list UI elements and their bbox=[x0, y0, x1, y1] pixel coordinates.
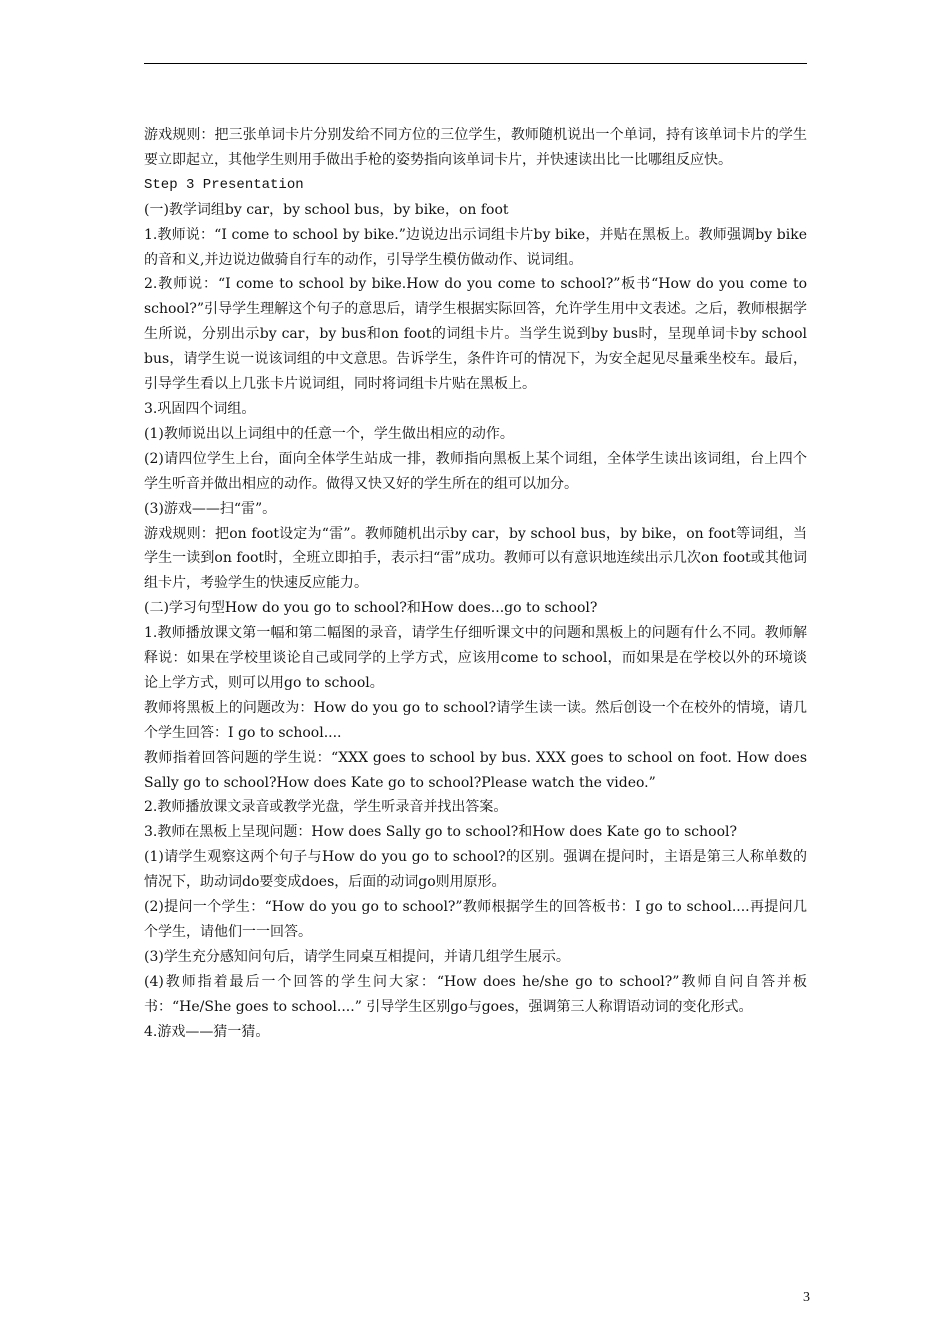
paragraph-section-2-item-3: 3.教师在黑板上呈现问题：How does Sally go to school?和How does Kate go to school? bbox=[144, 824, 737, 841]
paragraph-teacher-changes-question: 教师将黑板上的问题改为：How do you go to school?请学生读一读。然后创设一个在校外的情境，请几个学生回答：I go to school.... bbox=[144, 699, 807, 741]
paragraph-section-1-heading: (一)教学词组by car，by school bus，by bike，on foot bbox=[144, 201, 509, 218]
document-body bbox=[144, 123, 807, 1045]
paragraph-item-1: 1.教师说：“I come to school by bike.”边说边出示词组卡片by bike，并贴在黑板上。教师强调by bike的音和义,并边说边做骑自行车的动作，引导学生模仿做动作、说词组。 bbox=[144, 226, 807, 268]
paragraph-section-2-subitem-2: (2)提问一个学生：“How do you go to school?”教师根据学生的回答板书：I go to school....再提问几个学生，请他们一一回答。 bbox=[144, 899, 807, 940]
paragraph-subitem-2: (2)请四位学生上台，面向全体学生站成一排，教师指向黑板上某个词组，全体学生读出该词组，台上四个学生听音并做出相应的动作。做得又快又好的学生所在的组可以加分。 bbox=[144, 450, 807, 492]
header-rule bbox=[144, 63, 807, 64]
paragraph-section-2-item-4: 4.游戏——猜一猜。 bbox=[144, 1023, 270, 1040]
paragraph-section-2-subitem-1: (1)请学生观察这两个句子与How do you go to school?的区别。强调在提问时，主语是第三人称单数的情况下，助动词do要变成does，后面的动词go则用原形。 bbox=[144, 849, 807, 891]
paragraph-game-rules-2: 游戏规则：把on foot设定为“雷”。教师随机出示by car，by school bus，by bike，on foot等词组，当学生一读到on foot时，全班立即拍手，表示扫“雷”成功。教师可以有意识地连续出示几次on foot或其他词组卡片，考验学生的快速反应能力。 bbox=[144, 525, 807, 592]
paragraph-item-2: 2.教师说：“I come to school by bike.How do you come to school?”板书“How do you come to school?”引导学生理解这个句子的意思后，请学生根据实际回答，允许学生用中文表述。之后，教师根据学生所说，分别出示by car，by bus和on foot的词组卡片。当学生说到by bus时，呈现单词卡by school bus，请学生说一说该词组的中文意思。告诉学生，条件许可的情况下，为安全起见尽量乘坐校车。最后，引导学生看以上几张卡片说词组，同时将词组卡片贴在黑板上。 bbox=[144, 276, 807, 393]
paragraph-section-2-subitem-3: (3)学生充分感知问句后，请学生同桌互相提问，并请几组学生展示。 bbox=[144, 948, 570, 965]
page-number: 3 bbox=[803, 1290, 810, 1305]
paragraph-section-2-item-2: 2.教师播放课文录音或教学光盘，学生听录音并找出答案。 bbox=[144, 799, 508, 816]
paragraph-game-rules-1: 游戏规则：把三张单词卡片分别发给不同方位的三位学生，教师随机说出一个单词，持有该单词卡片的学生要立即起立，其他学生则用手做出手枪的姿势指向该单词卡片，并快速读出比一比哪组反应快。 bbox=[144, 127, 807, 168]
paragraph-section-2-heading: (二)学习句型How do you go to school?和How does...go to school? bbox=[144, 600, 598, 617]
paragraph-step3-heading: Step 3 Presentation bbox=[144, 176, 304, 193]
paragraph-teacher-points-student: 教师指着回答问题的学生说：“XXX goes to school by bus. XXX goes to school on foot. How does Sally go to school?How does Kate go to school?Please watch the video.” bbox=[144, 749, 807, 791]
paragraph-section-2-subitem-4: (4)教师指着最后一个回答的学生问大家：“How does he/she go to school?”教师自问自答并板书：“He/She goes to school....” 引导学生区别go与goes，强调第三人称谓语动词的变化形式。 bbox=[144, 973, 807, 1015]
paragraph-section-2-item-1: 1.教师播放课文第一幅和第二幅图的录音，请学生仔细听课文中的问题和黑板上的问题有什么不同。教师解释说：如果在学校里谈论自己或同学的上学方式，应该用come to school，而如果是在学校以外的环境谈论上学方式，则可以用go to school。 bbox=[144, 625, 807, 691]
paragraph-subitem-1: (1)教师说出以上词组中的任意一个，学生做出相应的动作。 bbox=[144, 425, 514, 442]
paragraph-subitem-3: (3)游戏——扫“雷”。 bbox=[144, 500, 277, 517]
paragraph-item-3: 3.巩固四个词组。 bbox=[144, 400, 256, 417]
